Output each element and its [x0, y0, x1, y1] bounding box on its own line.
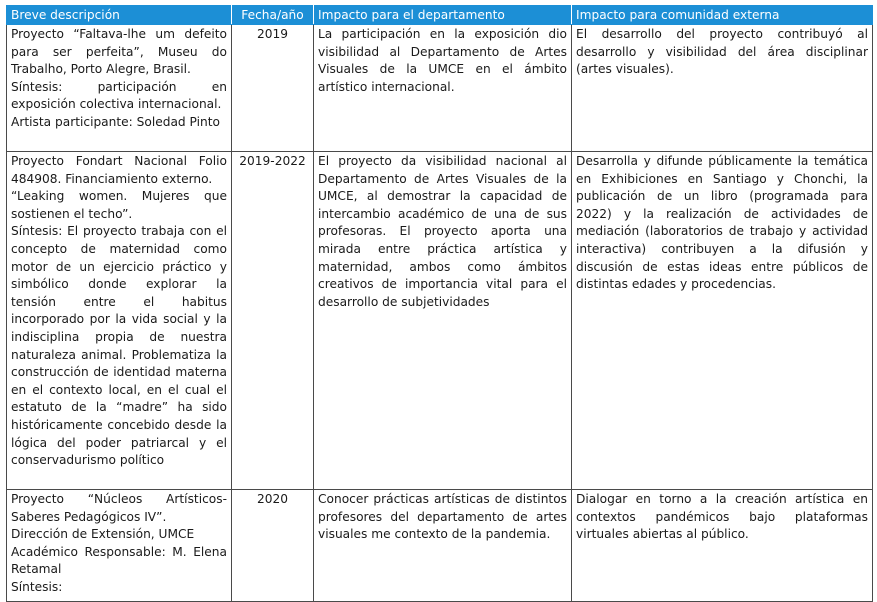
description-line: Académico Responsable: M. Elena Retamal [11, 544, 227, 577]
header-department-impact: Impacto para el departamento [314, 6, 572, 25]
description-line: Proyecto “Faltava-lhe um defeito para ser perfeita”, Museu do Trabalho, Porto Alegre, Brasil. [11, 27, 227, 77]
description-line: “Leaking women. Mujeres que sostienen el techo”. [11, 189, 227, 221]
table-row [7, 152, 873, 490]
description-line: Artista participante: Soledad Pinto [11, 114, 220, 129]
description-line: Síntesis: participación en exposición colectiva internacional. [11, 79, 227, 112]
description-cell [7, 490, 232, 602]
external-impact-cell: Desarrolla y difunde públicamente la temática en Exhibiciones en Santiago y Chonchi, la publicación de un libro (programada para 2022) y la realización de actividades de mediación (laboratorios de trabajo y actividad interactiva) contribuyen a la difusión y discusión de estas ideas entre públicos de distintas edades y procedencias. [572, 152, 873, 490]
external-impact-cell: El desarrollo del proyecto contribuyó al desarrollo y visibilidad del área disciplinar (artes visuales). [572, 25, 873, 152]
header-external-impact: Impacto para comunidad externa [572, 6, 873, 25]
header-date: Fecha/año [232, 6, 314, 25]
description-line: Síntesis: El proyecto trabaja con el concepto de maternidad como motor de un ejercicio práctico y simbólico donde explorar la tensión entre el habitus incorporado por la vida social y la indisciplina propia de nuestra naturaleza animal. Problematiza la construcción de identidad materna en el contexto local, en el cual el estatuto de la “madre” ha sido históricamente concebido desde la lógica del poder patriarcal y el conservadurismo político [11, 224, 227, 468]
description-line: Síntesis: [11, 579, 63, 594]
description-cell [7, 25, 232, 152]
description-line: Proyecto “Núcleos Artísticos-Saberes Pedagógicos IV”. [11, 492, 227, 524]
table-header-row [7, 6, 873, 25]
description-line: Proyecto Fondart Nacional Folio 484908. Financiamiento externo. [11, 154, 227, 186]
department-impact-cell: Conocer prácticas artísticas de distintos profesores del departamento de artes visuales me contexto de la pandemia. [314, 490, 572, 602]
department-impact-cell: La participación en la exposición dio visibilidad al Departamento de Artes Visuales de la UMCE en el ámbito artístico internacional. [314, 25, 572, 152]
department-impact-cell: El proyecto da visibilidad nacional al Departamento de Artes Visuales de la UMCE, al demostrar la capacidad de intercambio académico de una de sus profesoras. El proyecto aporta una mirada entre práctica artística y maternidad, ambos como ámbitos creativos de importancia vital para el desarrollo de subjetividades [314, 152, 572, 490]
table-row [7, 25, 873, 152]
year-cell: 2020 [232, 490, 314, 602]
external-impact-cell: Dialogar en torno a la creación artística en contextos pandémicos bajo plataformas virtuales abiertas al público. [572, 490, 873, 602]
year-cell: 2019 [232, 25, 314, 152]
description-line: Dirección de Extensión, UMCE [11, 527, 195, 542]
projects-table [6, 5, 873, 602]
description-cell [7, 152, 232, 490]
table-row [7, 490, 873, 602]
year-cell: 2019-2022 [232, 152, 314, 490]
header-description: Breve descripción [7, 6, 232, 25]
